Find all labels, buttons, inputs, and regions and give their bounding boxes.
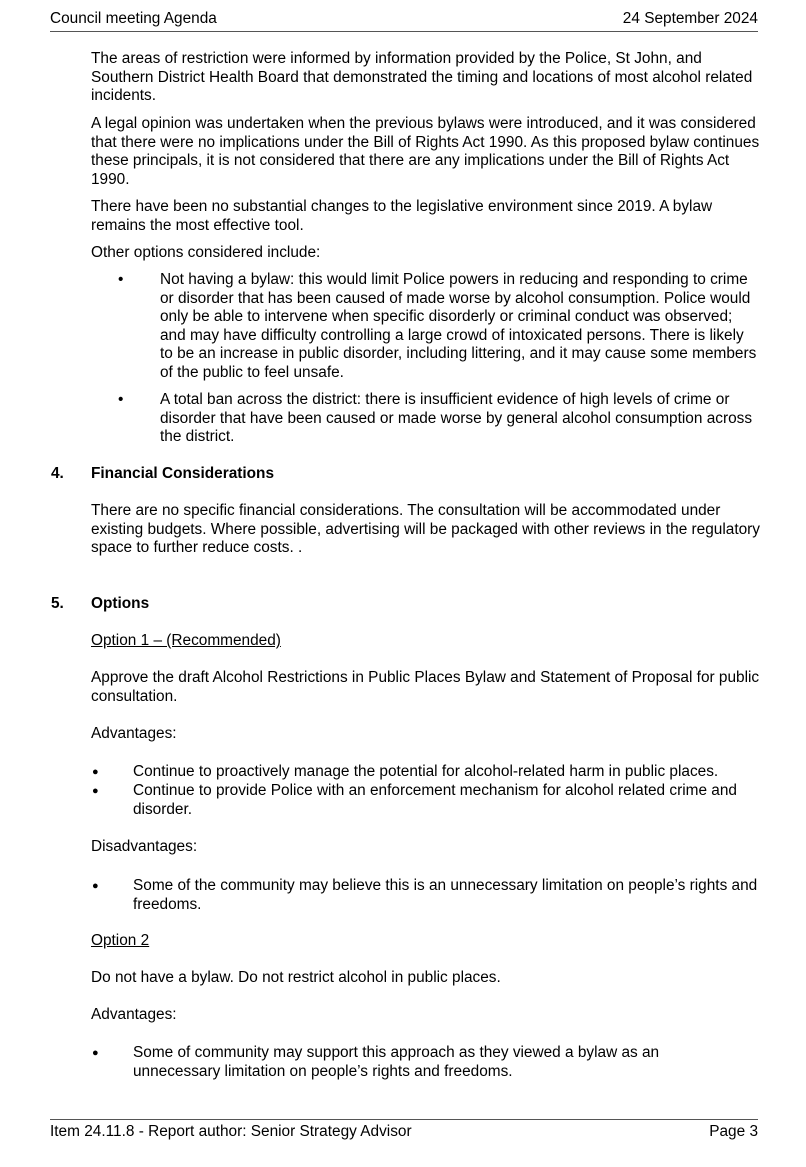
option-1-title: Option 1 – (Recommended): [91, 632, 281, 649]
bullet-icon: •: [118, 391, 124, 408]
footer-page-number: Page 3: [709, 1123, 758, 1140]
option-1-disadvantages-label: Disadvantages:: [91, 838, 198, 855]
header-date: 24 September 2024: [622, 10, 758, 27]
page-header: [50, 9, 758, 32]
section-4-number: 4.: [51, 465, 64, 482]
page-footer: [50, 1119, 758, 1142]
list-item-text: Some of the community may believe this is an unnecessary limitation on people’s rights and freedoms.: [133, 877, 758, 913]
list-item-text: Continue to provide Police with an enforcement mechanism for alcohol related crime and disorder.: [133, 782, 737, 818]
option-1-body: Approve the draft Alcohol Restrictions in Public Places Bylaw and Statement of Proposal for public consultation.: [91, 669, 760, 705]
option-2-title: Option 2: [91, 932, 150, 949]
list-item-text: Not having a bylaw: this would limit Police powers in reducing and responding to crime or disorder that has been caused of made worse by alcohol consumption. Police would only be able to intervene when specific disorderly or criminal conduct was observed; and may have difficulty controlling a large crowd of intoxicated persons. There is likely to be an increase in public disorder, including littering, and it may cause some members of the public to feel unsafe.: [160, 271, 757, 381]
bullet-icon: ●: [92, 785, 99, 797]
footer-item-author: Item 24.11.8 - Report author: Senior Strategy Advisor: [50, 1123, 412, 1140]
section-5-heading: [51, 595, 149, 614]
intro-paragraph-1: The areas of restriction were informed by information provided by the Police, St John, and Southern District Health Board that demonstrated the timing and locations of most alcohol related incidents.: [91, 50, 753, 105]
bullet-icon: ●: [92, 1047, 99, 1059]
section-4-body: There are no specific financial considerations. The consultation will be accommodated under existing budgets. Where possible, advertising will be packaged with other reviews in the regulatory space to further reduce costs. .: [91, 502, 760, 557]
section-5-title: Options: [91, 595, 150, 612]
list-item-text: A total ban across the district: there is insufficient evidence of high levels of crime or disorder that have been caused or made worse by general alcohol consumption across the district.: [160, 391, 753, 446]
option-1-advantages-label: Advantages:: [91, 725, 177, 742]
section-4-title: Financial Considerations: [91, 465, 275, 482]
option-2-body: Do not have a bylaw. Do not restrict alcohol in public places.: [91, 969, 501, 986]
section-5-number: 5.: [51, 595, 64, 612]
bullet-icon: ●: [92, 766, 99, 778]
bullet-icon: ●: [92, 880, 99, 892]
header-title: Council meeting Agenda: [50, 10, 217, 27]
list-item-text: Some of community may support this approach as they viewed a bylaw as an unnecessary limitation on people’s rights and freedoms.: [133, 1044, 660, 1080]
list-item-text: Continue to proactively manage the potential for alcohol-related harm in public places.: [133, 763, 719, 780]
intro-paragraph-4: Other options considered include:: [91, 244, 321, 261]
bullet-icon: •: [118, 271, 124, 288]
intro-paragraph-3: There have been no substantial changes to the legislative environment since 2019. A bylaw remains the most effective tool.: [91, 198, 713, 234]
section-4-heading: [51, 465, 274, 484]
intro-paragraph-2: A legal opinion was undertaken when the previous bylaws were introduced, and it was considered that there were no implications under the Bill of Rights Act 1990. As this proposed bylaw continues these principals, it is not considered that there are any implications under the Bill of Rights Act 1990.: [91, 115, 760, 188]
option-2-advantages-label: Advantages:: [91, 1006, 177, 1023]
